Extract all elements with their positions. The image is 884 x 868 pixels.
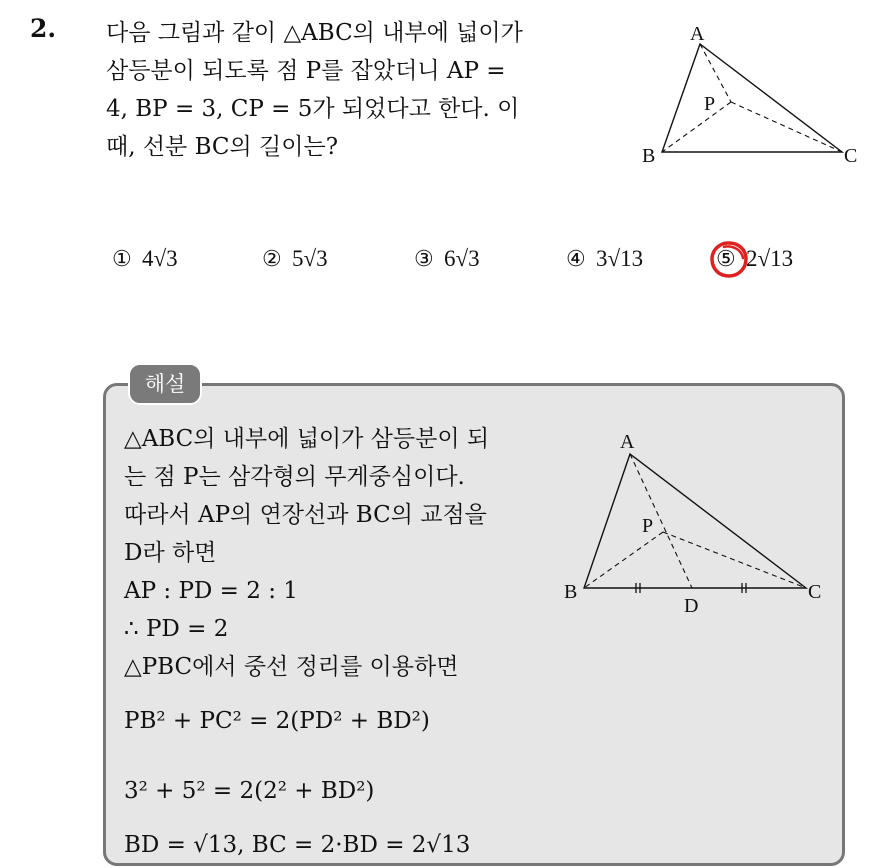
solution-label-b: B	[564, 581, 578, 603]
choice-4[interactable]	[566, 246, 643, 272]
choice-2-mark: ②	[262, 247, 282, 272]
solution-dashed-segments	[584, 454, 806, 588]
choice-2-value: 5√3	[292, 246, 328, 271]
choice-5-mark: ⑤	[716, 247, 736, 272]
solution-label-a: A	[620, 431, 635, 453]
question-line-3: 4, BP = 3, CP = 5가 되었다고 한다. 이	[106, 96, 520, 122]
label-a: A	[690, 23, 705, 45]
solution-triangle-diagram	[560, 420, 830, 620]
solution-triangle-abc	[584, 454, 806, 588]
choice-3-value: 6√3	[444, 246, 480, 271]
solution-tab: 해설	[128, 363, 202, 405]
triangle-abc	[662, 44, 842, 152]
answer-choices	[0, 246, 884, 286]
triangle-diagram	[636, 16, 868, 176]
choice-3[interactable]	[414, 246, 480, 272]
question-line-2: 삼등분이 되도록 점 P를 잡았더니 AP =	[106, 58, 506, 84]
question-line-1: 다음 그림과 같이 △ABC의 내부에 넓이가	[106, 20, 523, 46]
solution-label-p: P	[642, 515, 654, 537]
dashed-segments	[662, 44, 842, 152]
choice-5-value: 2√13	[746, 246, 794, 271]
choice-1-mark: ①	[112, 247, 132, 272]
solution-label-d: D	[684, 595, 699, 617]
solution-label-c: C	[808, 581, 822, 603]
choice-1-value: 4√3	[142, 246, 178, 271]
solution-text	[124, 420, 564, 864]
question-number: 2.	[30, 14, 57, 43]
choice-3-mark: ③	[414, 247, 434, 272]
label-p: P	[704, 93, 716, 115]
choice-1[interactable]	[112, 246, 178, 272]
choice-4-mark: ④	[566, 247, 586, 272]
label-b: B	[642, 145, 656, 167]
solution-line-3: 따라서 AP의 연장선과 BC의 교점을	[124, 502, 487, 528]
solution-line-2: 는 점 P는 삼각형의 무게중심이다.	[124, 464, 465, 490]
choice-4-value: 3√13	[596, 246, 644, 271]
selected-answer-circle-icon	[708, 238, 750, 280]
solution-line-10: BD = √13, BC = 2·BD = 2√13	[124, 832, 471, 858]
choice-2[interactable]	[262, 246, 328, 272]
solution-line-4: D라 하면	[124, 540, 217, 566]
question-text	[106, 14, 626, 166]
solution-line-9: 3² + 5² = 2(2² + BD²)	[124, 778, 375, 804]
label-c: C	[844, 145, 858, 167]
solution-line-5: AP : PD = 2 : 1	[124, 578, 298, 604]
solution-line-1: △ABC의 내부에 넓이가 삼등분이 되	[124, 426, 490, 452]
solution-line-6: ∴ PD = 2	[124, 616, 229, 642]
solution-line-7: △PBC에서 중선 정리를 이용하면	[124, 654, 459, 680]
solution-line-8: PB² + PC² = 2(PD² + BD²)	[124, 708, 430, 734]
question-line-4: 때, 선분 BC의 길이는?	[106, 134, 339, 160]
